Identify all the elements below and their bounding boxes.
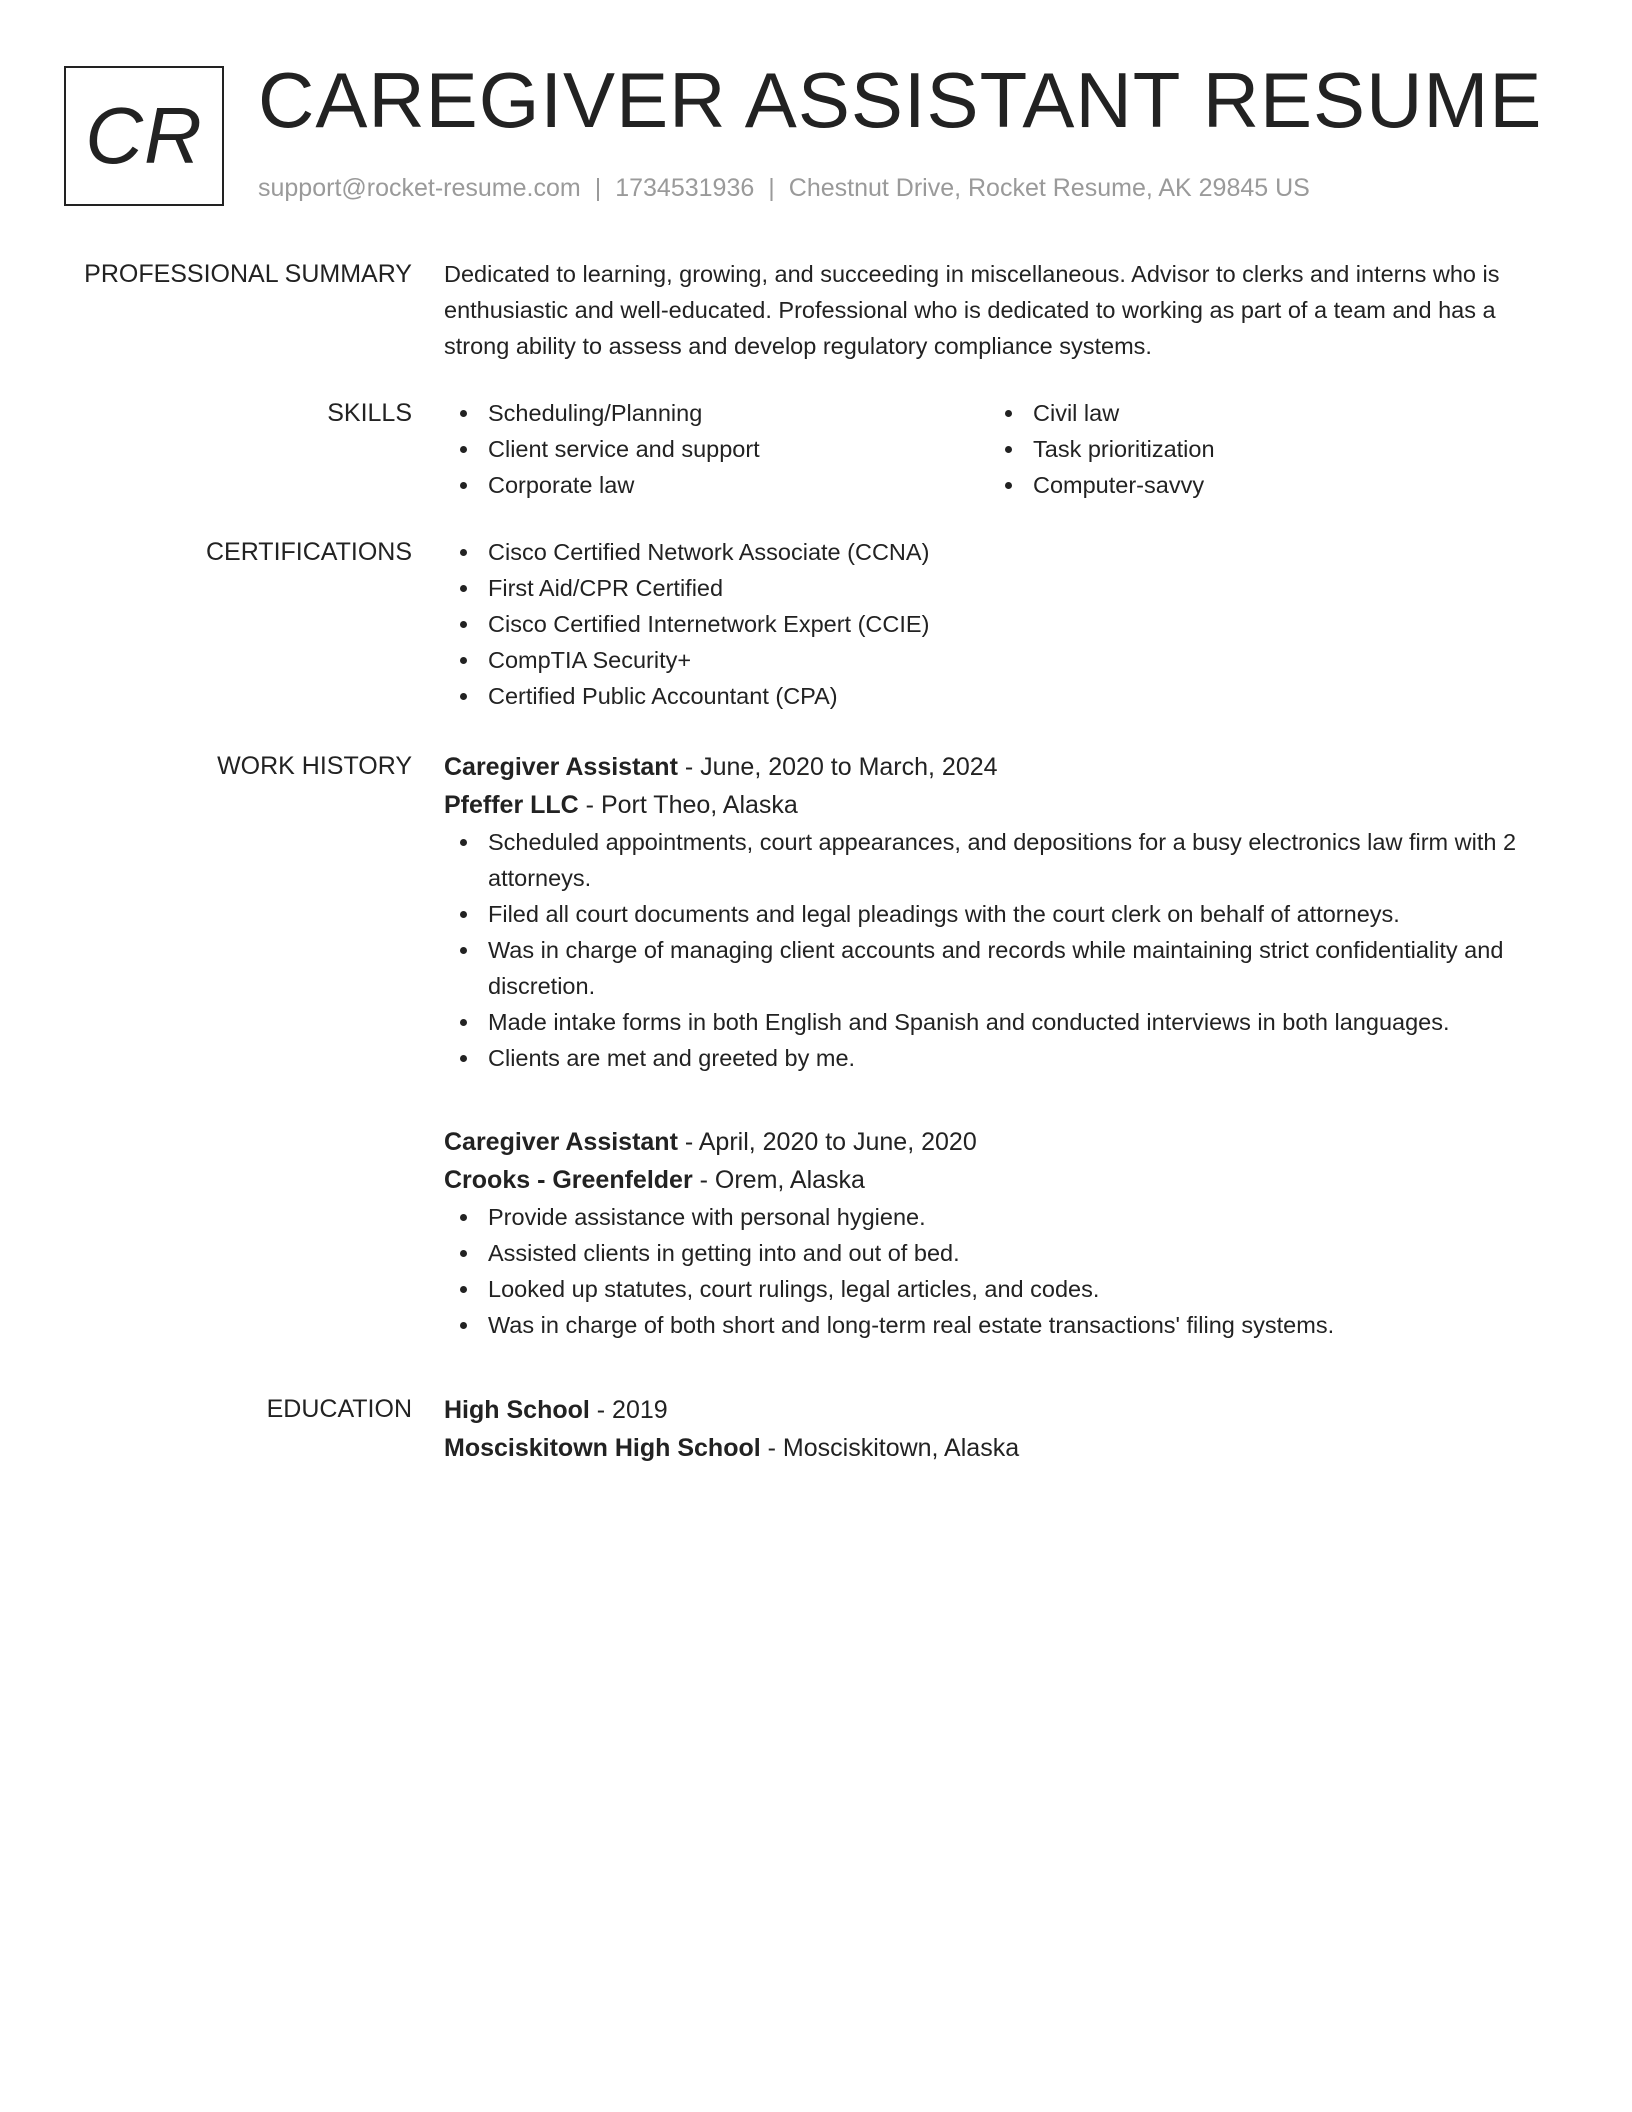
resume-title: CAREGIVER ASSISTANT RESUME (258, 56, 1543, 144)
skills-left-list (444, 395, 989, 503)
skill-item: Task prioritization (989, 431, 1534, 467)
contact-line (258, 174, 1310, 203)
contact-phone: 1734531936 (615, 174, 755, 202)
skills-right-list (989, 395, 1534, 503)
job-duty: Was in charge of managing client accounts and records while maintaining strict confidentiality and discretion. (444, 932, 1560, 1004)
skill-item: Computer-savvy (989, 467, 1534, 503)
job-duty: Provide assistance with personal hygiene. (444, 1199, 1560, 1235)
work-history-body (444, 748, 1560, 1076)
job-duty: Assisted clients in getting into and out of bed. (444, 1235, 1560, 1271)
job-duty: Filed all court documents and legal pleadings with the court clerk on behalf of attorneys. (444, 896, 1560, 932)
skill-item: Corporate law (444, 467, 989, 503)
job-title-line (444, 1123, 1560, 1161)
summary-label: PROFESSIONAL SUMMARY (84, 260, 412, 288)
job-duty: Looked up statutes, court rulings, legal articles, and codes. (444, 1271, 1560, 1307)
education-location: - Mosciskitown, Alaska (760, 1434, 1020, 1462)
job-title: Caregiver Assistant (444, 1128, 678, 1156)
job-company: Crooks - Greenfelder (444, 1166, 693, 1194)
work-history-body-2 (444, 1123, 1560, 1343)
job-company-line (444, 786, 1560, 824)
skill-item: Client service and support (444, 431, 989, 467)
contact-address: Chestnut Drive, Rocket Resume, AK 29845 US (788, 174, 1310, 202)
certifications-body (444, 534, 1560, 714)
education-degree-line (444, 1391, 1560, 1429)
education-body (444, 1391, 1560, 1467)
certification-item: Cisco Certified Internetwork Expert (CCIE) (444, 606, 1560, 642)
job-duty: Scheduled appointments, court appearances, and depositions for a busy electronics law firm with 2 attorneys. (444, 824, 1560, 896)
education-school: Mosciskitown High School (444, 1434, 761, 1462)
job-duties-list (444, 824, 1560, 1076)
education-degree: High School (444, 1396, 590, 1424)
job-duty: Was in charge of both short and long-term real estate transactions' filing systems. (444, 1307, 1560, 1343)
contact-email: support@rocket-resume.com (258, 174, 581, 202)
summary-text: Dedicated to learning, growing, and succeeding in miscellaneous. Advisor to clerks and interns who is enthusiastic and well-educated. Professional who is dedicated to working as part of a team and has a strong ability to assess and develop regulatory compliance systems. (444, 261, 1500, 359)
job-company-line (444, 1161, 1560, 1199)
certification-item: First Aid/CPR Certified (444, 570, 1560, 606)
skills-label: SKILLS (327, 399, 412, 427)
job-entry (444, 1123, 1560, 1343)
job-company: Pfeffer LLC (444, 791, 579, 819)
certifications-list (444, 534, 1560, 714)
job-title: Caregiver Assistant (444, 753, 678, 781)
job-location: - Orem, Alaska (692, 1166, 865, 1194)
skill-item: Civil law (989, 395, 1534, 431)
certification-item: Certified Public Accountant (CPA) (444, 678, 1560, 714)
certification-item: CompTIA Security+ (444, 642, 1560, 678)
job-duties-list (444, 1199, 1560, 1343)
contact-separator: | (594, 174, 602, 202)
contact-separator: | (768, 174, 775, 202)
job-location: - Port Theo, Alaska (578, 791, 798, 819)
education-school-line (444, 1429, 1560, 1467)
certification-item: Cisco Certified Network Associate (CCNA) (444, 534, 1560, 570)
job-duty: Clients are met and greeted by me. (444, 1040, 1560, 1076)
work-history-label: WORK HISTORY (217, 752, 412, 780)
skill-item: Scheduling/Planning (444, 395, 989, 431)
certifications-label: CERTIFICATIONS (205, 538, 412, 566)
summary-body (444, 256, 1560, 364)
skills-body (444, 395, 1560, 503)
job-title-line (444, 748, 1560, 786)
job-dates: - April, 2020 to June, 2020 (677, 1128, 977, 1156)
job-entry (444, 748, 1560, 1076)
education-label: EDUCATION (266, 1395, 412, 1423)
job-dates: - June, 2020 to March, 2024 (677, 753, 998, 781)
job-duty: Made intake forms in both English and Spanish and conducted interviews in both languages. (444, 1004, 1560, 1040)
monogram-logo: CR (64, 66, 224, 206)
education-year: - 2019 (589, 1396, 668, 1424)
